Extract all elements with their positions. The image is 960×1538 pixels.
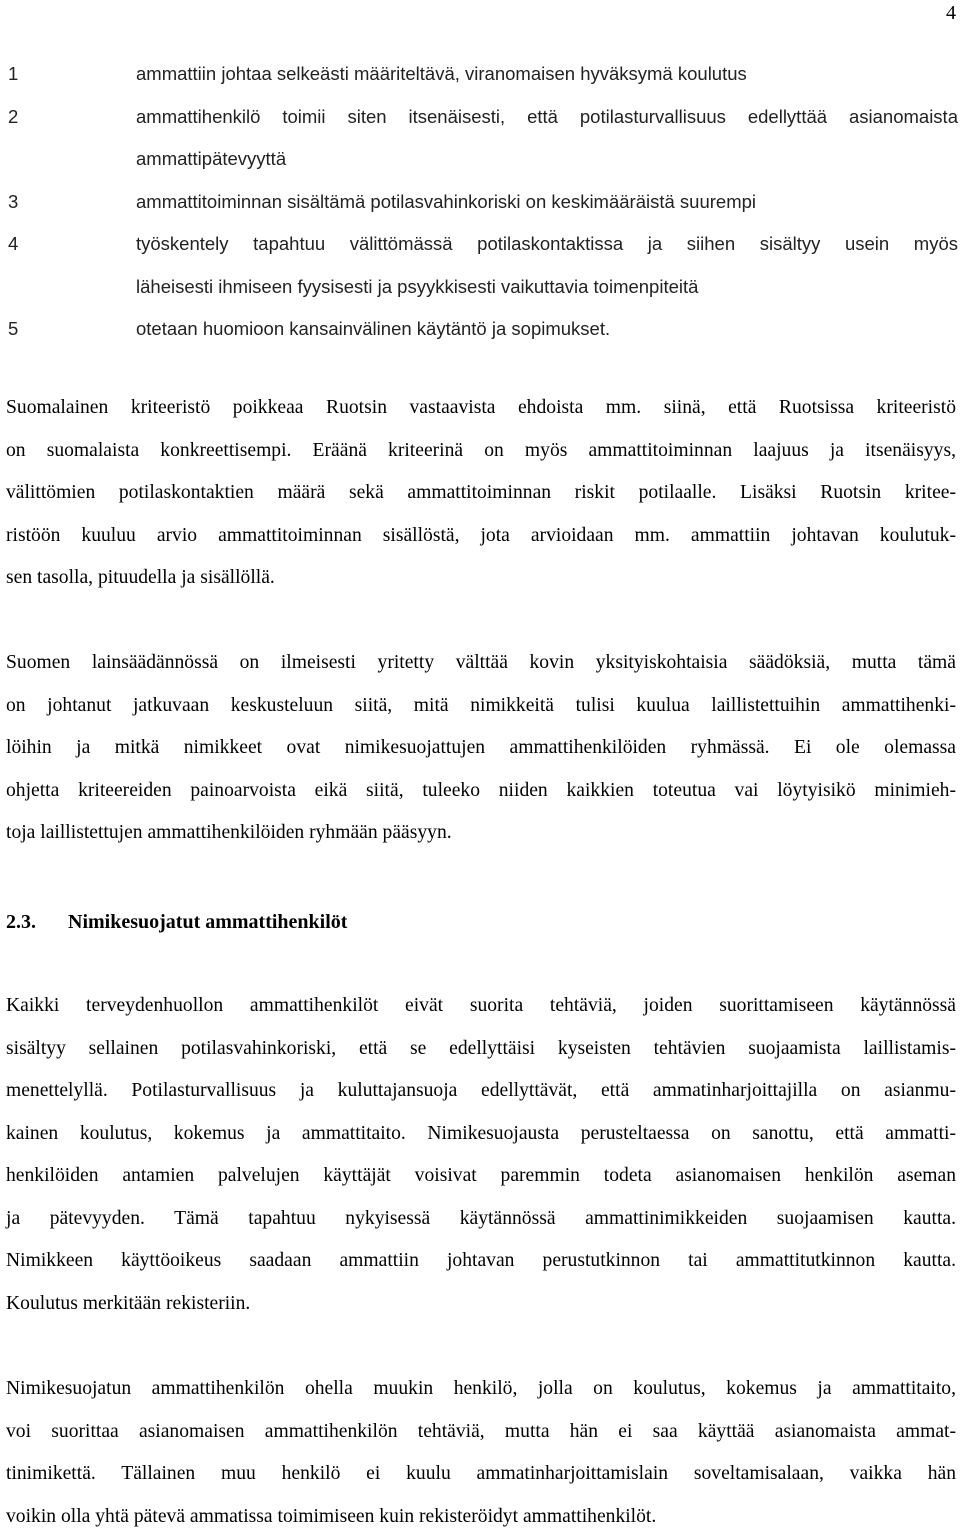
list-item (8, 96, 958, 139)
paragraph-line: on johtanut jatkuvaan keskusteluun siitä, mitä nimikkeitä tulisi kuulua laillistettuihin ammattihenki- (6, 685, 956, 728)
paragraph-line: henkilöiden antamien palvelujen käyttäjät voisivat paremmin todeta asianomaisen henkilön aseman (6, 1155, 956, 1198)
list-item-number: 5 (8, 308, 136, 351)
paragraph-line: menettelyllä. Potilasturvallisuus ja kuluttajansuoja edellyttävät, että ammatinharjoittajilla on asianmu- (6, 1070, 956, 1113)
paragraph-line: voikin olla yhtä pätevä ammatissa toimimiseen kuin rekisteröidyt ammattihenkilöt. (6, 1496, 956, 1538)
list-item-continuation (8, 138, 958, 181)
paragraph-line: sisältyy sellainen potilasvahinkoriski, että se edellyttäisi kyseisten tehtävien suojaamista laillistamis- (6, 1028, 956, 1071)
paragraph-finnish-legislation (6, 642, 956, 855)
list-item-text: ammattipätevyyttä (136, 138, 958, 181)
page-number: 4 (0, 1, 956, 25)
paragraph-line: on suomalaista konkreettisempi. Eräänä kriteerinä on myös ammattitoiminnan laajuus ja itsenäisyys, (6, 430, 956, 473)
section-number: 2.3. (6, 902, 68, 942)
paragraph-line: löihin ja mitkä nimikkeet ovat nimikesuojattujen ammattihenkilöiden ryhmässä. Ei ole olemassa (6, 727, 956, 770)
list-item-continuation (8, 266, 958, 309)
list-item (8, 223, 958, 266)
list-item-number: 4 (8, 223, 136, 266)
paragraph-line: välittömien potilaskontaktien määrä sekä ammattitoiminnan riskit potilaalle. Lisäksi Ruotsin kritee- (6, 472, 956, 515)
list-item-text: otetaan huomioon kansainvälinen käytäntö ja sopimukset. (136, 308, 958, 351)
paragraph-swedish-comparison (6, 387, 956, 600)
paragraph-line: toja laillistettujen ammattihenkilöiden ryhmään pääsyyn. (6, 812, 956, 855)
list-item (8, 308, 958, 351)
paragraph-line: ohjetta kriteereiden painoarvoista eikä siitä, tuleeko niiden kaikkien toteutua vai löytyisikö minimieh- (6, 770, 956, 813)
paragraph-line: voi suorittaa asianomaisen ammattihenkilön tehtäviä, mutta hän ei saa käyttää asianomaista ammat- (6, 1411, 956, 1454)
section-title: Nimikesuojatut ammattihenkilöt (68, 911, 347, 933)
paragraph-line: tinimikettä. Tällainen muu henkilö ei kuulu ammatinharjoittamislain soveltamisalaan, vaikka hän (6, 1453, 956, 1496)
list-item-text: ammattiin johtaa selkeästi määriteltävä, viranomaisen hyväksymä koulutus (136, 53, 958, 96)
list-item-text: läheisesti ihmiseen fyysisesti ja psyykkisesti vaikuttavia toimenpiteitä (136, 266, 958, 309)
list-item (8, 181, 958, 224)
paragraph-line: kainen koulutus, kokemus ja ammattitaito. Nimikesuojausta perusteltaessa on sanottu, että ammatti- (6, 1113, 956, 1156)
list-item-text: työskentely tapahtuu välittömässä potilaskontaktissa ja siihen sisältyy usein myös (136, 223, 958, 266)
paragraph-protected-titles (6, 985, 956, 1325)
section-heading (6, 902, 347, 942)
criteria-list (8, 53, 958, 351)
list-item-number: 2 (8, 96, 136, 139)
list-item-text: ammattihenkilö toimii siten itsenäisesti, että potilasturvallisuus edellyttää asianomaista (136, 96, 958, 139)
paragraph-line: Kaikki terveydenhuollon ammattihenkilöt eivät suorita tehtäviä, joiden suorittamiseen käytännössä (6, 985, 956, 1028)
paragraph-line: Nimikkeen käyttöoikeus saadaan ammattiin johtavan perustutkinnon tai ammattitutkinnon kautta. (6, 1240, 956, 1283)
paragraph-line: ja pätevyyden. Tämä tapahtuu nykyisessä käytännössä ammattinimikkeiden suojaamisen kautta. (6, 1198, 956, 1241)
paragraph-line: ristöön kuuluu arvio ammattitoiminnan sisällöstä, jota arvioidaan mm. ammattiin johtavan koulutuk- (6, 515, 956, 558)
list-item (8, 53, 958, 96)
list-item-number: 3 (8, 181, 136, 224)
paragraph-other-persons (6, 1368, 956, 1538)
paragraph-line: Suomalainen kriteeristö poikkeaa Ruotsin vastaavista ehdoista mm. siinä, että Ruotsissa kriteeristö (6, 387, 956, 430)
paragraph-line: Koulutus merkitään rekisteriin. (6, 1283, 956, 1326)
list-item-number: 1 (8, 53, 136, 96)
paragraph-line: Nimikesuojatun ammattihenkilön ohella muukin henkilö, jolla on koulutus, kokemus ja ammattitaito, (6, 1368, 956, 1411)
paragraph-line: Suomen lainsäädännössä on ilmeisesti yritetty välttää kovin yksityiskohtaisia säädöksiä, mutta tämä (6, 642, 956, 685)
list-item-text: ammattitoiminnan sisältämä potilasvahinkoriski on keskimääräistä suurempi (136, 181, 958, 224)
paragraph-line: sen tasolla, pituudella ja sisällöllä. (6, 557, 956, 600)
